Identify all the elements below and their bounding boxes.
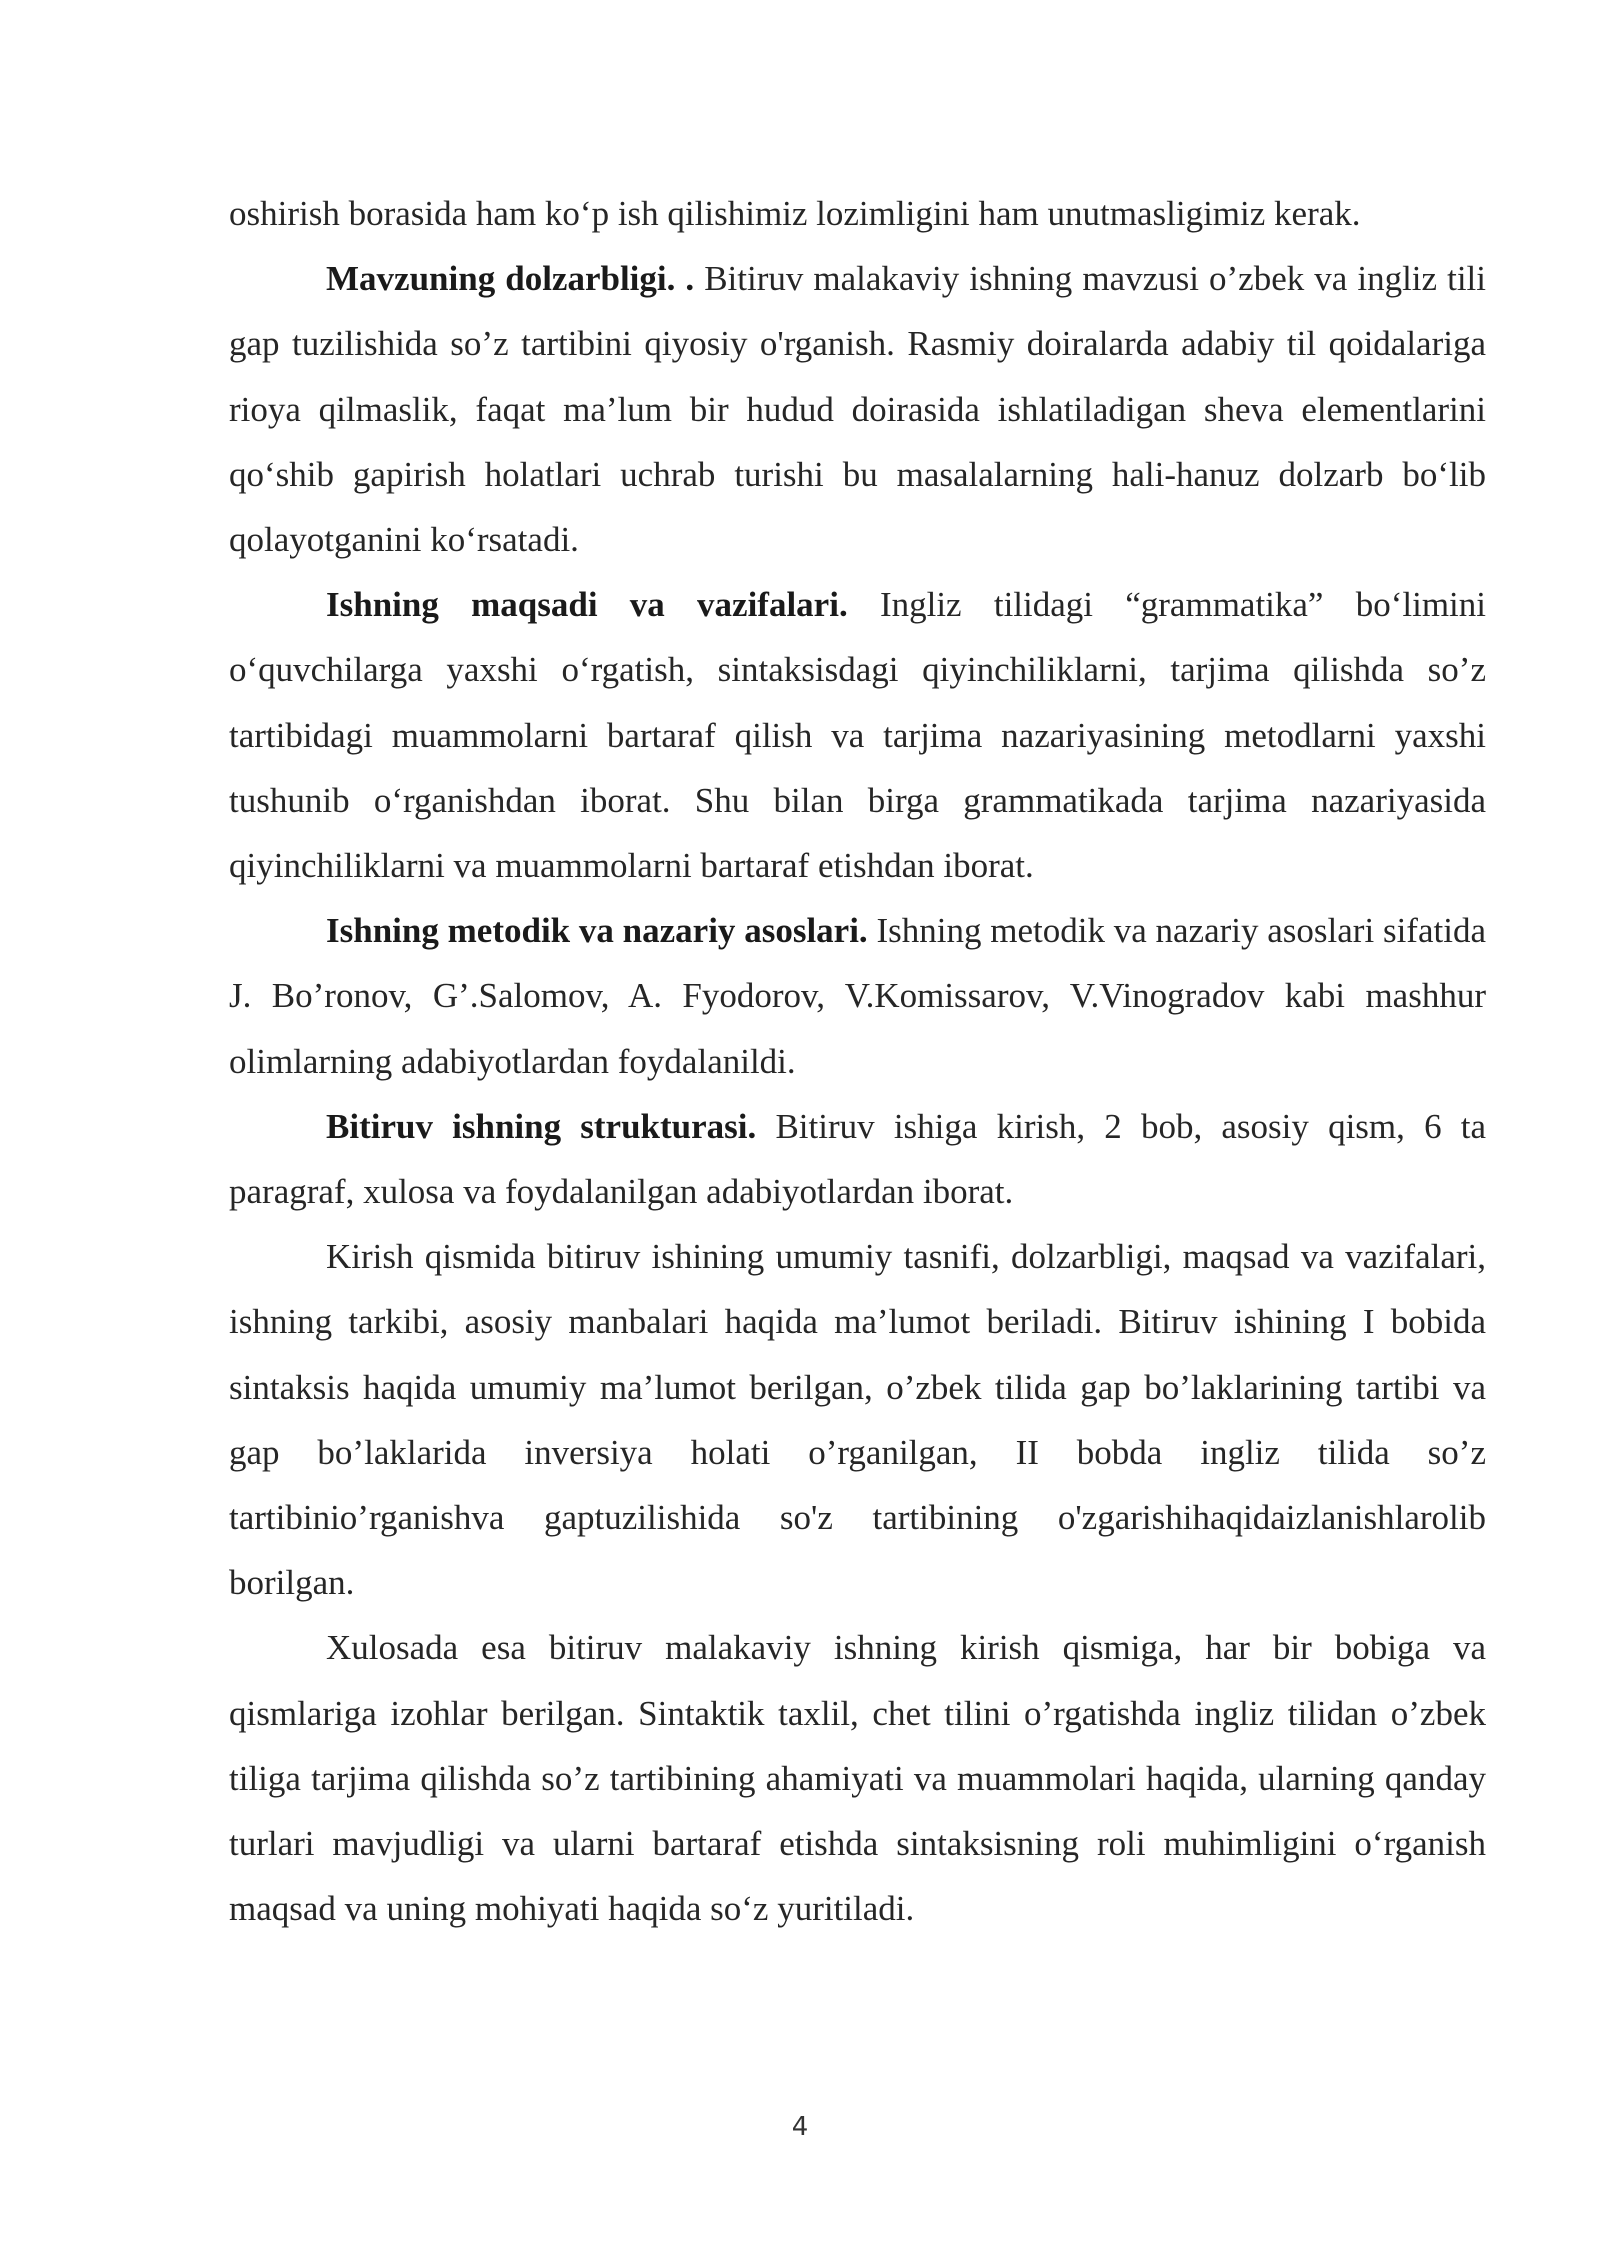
paragraph-text: Ingliz tilidagi “grammatika” bo‘limini o‘quvchilarga yaxshi o‘rgatish, sintaksisdagi qiyinchiliklarni, tarjima qilishda so’z tartibidagi muammolarni bartaraf qilish va tarjima nazariyasining metodlarni yaxshi tushunib o‘rganishdan iborat. Shu bilan birga grammatikada tarjima nazariyasida qiyinchiliklarni va muammolarni bartaraf etishdan iborat. — [229, 585, 1486, 886]
section-heading-relevance: Mavzuning dolzarbligi. . — [326, 259, 695, 299]
paragraph-introduction-summary — [229, 1224, 1486, 1615]
paragraph-text: Ishning metodik va nazariy asoslari sifatida J. Bo’ronov, G’.Salomov, A. Fyodorov, V.Komissarov, V.Vinogradov kabi mashhur olimlarning adabiyotlardan foydalanildi. — [229, 911, 1486, 1081]
paragraph-methodology — [229, 898, 1486, 1094]
paragraph-text: Bitiruv ishiga kirish, 2 bob, asosiy qism, 6 ta paragraf, xulosa va foydalanilgan adabiyotlardan iborat. — [229, 1106, 1487, 1212]
paragraph-text: oshirish borasida ham ko‘p ish qilishimiz lozimligini ham unutmasligimiz kerak. — [229, 194, 1361, 233]
page-number: 4 — [791, 2112, 809, 2142]
paragraph-continuation — [229, 181, 1486, 246]
paragraph-text: Kirish qismida bitiruv ishining umumiy tasnifi, dolzarbligi, maqsad va vazifalari, ishning tarkibi, asosiy manbalari haqida ma’lumot beriladi. Bitiruv ishining I bobida sintaksis haqida umumiy ma’lumot berilgan, o’zbek tilida gap bo’laklarining tartibi va gap bo’laklarida inversiya holati o’rganilgan, II bobda ingliz tilida so’z tartibinio’rganishva gaptuzilishida so'z tartibining o'zgarishihaqidaizlanishlarolib borilgan. — [229, 1237, 1486, 1603]
section-heading-methodology: Ishning metodik va nazariy asoslari. — [326, 911, 868, 951]
body-text — [229, 181, 1486, 1941]
section-heading-structure: Bitiruv ishning strukturasi. — [326, 1106, 757, 1146]
paragraph-goals — [229, 572, 1486, 898]
paragraph-text: Xulosada esa bitiruv malakaviy ishning kirish qismiga, har bir bobiga va qismlariga izohlar berilgan. Sintaktik taxlil, chet tilini o’rgatishda ingliz tilidan o’zbek tiliga tarjima qilishda so’z tartibining ahamiyati va muammolari haqida, ularning qanday turlari mavjudligi va ularni bartaraf etishda sintaksisning roli muhimligini o‘rganish maqsad va uning mohiyati haqida so‘z yuritiladi. — [229, 1628, 1486, 1929]
paragraph-conclusion-summary — [229, 1615, 1486, 1941]
section-heading-goals: Ishning maqsadi va vazifalari. — [326, 585, 848, 625]
paragraph-text: Bitiruv malakaviy ishning mavzusi o’zbek va ingliz tili gap tuzilishida so’z tartibini qiyosiy o'rganish. Rasmiy doiralarda adabiy til qoidalariga rioya qilmaslik, faqat ma’lum bir hudud doirasida ishlatiladigan sheva elementlarini qo‘shib gapirish holatlari uchrab turishi bu masalalarning hali-hanuz dolzarb bo‘lib qolayotganini ko‘rsatadi. — [229, 259, 1486, 560]
paragraph-relevance — [229, 246, 1486, 572]
paragraph-structure — [229, 1094, 1486, 1224]
